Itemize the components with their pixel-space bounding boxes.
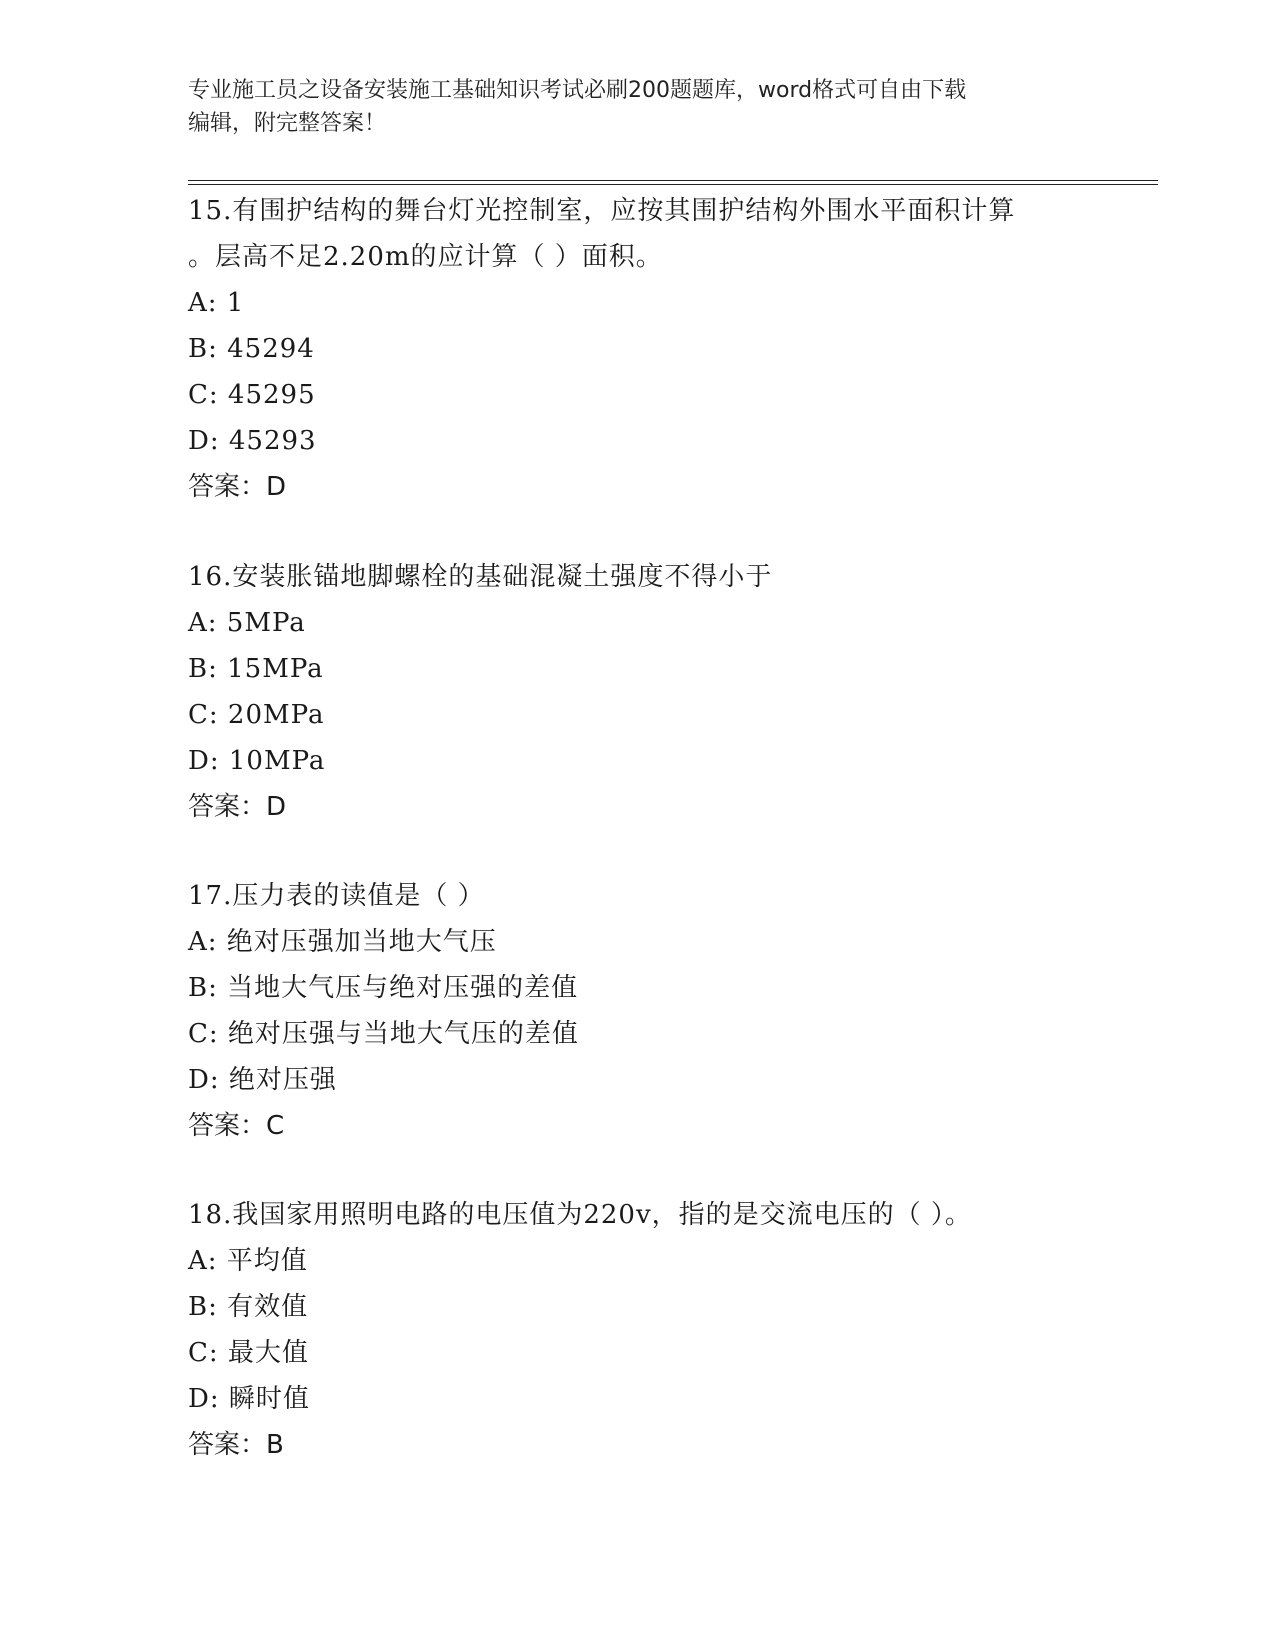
option-d: D: 绝对压强: [188, 1065, 337, 1095]
option-a: A: 1: [188, 288, 245, 318]
question-title: 16.安装胀锚地脚螺栓的基础混凝土强度不得小于: [188, 562, 773, 592]
option-a: A: 5MPa: [188, 608, 306, 638]
answer: 答案：D: [188, 472, 287, 502]
option-b: B: 45294: [188, 334, 315, 364]
header-divider-bottom: [188, 184, 1158, 185]
option-b: B: 15MPa: [188, 654, 324, 684]
question-title: 15.有围护结构的舞台灯光控制室，应按其围护结构外围水平面积计算: [188, 196, 1016, 226]
option-c: C: 最大值: [188, 1338, 309, 1368]
option-b: B: 有效值: [188, 1292, 309, 1322]
answer: 答案：D: [188, 792, 287, 822]
option-c: C: 45295: [188, 380, 316, 410]
header-line-2: 编辑，附完整答案！: [188, 111, 387, 136]
option-a: A: 绝对压强加当地大气压: [188, 927, 497, 957]
document-header: [188, 74, 1088, 140]
question-title-continued: 。层高不足2.20m的应计算（ ）面积。: [188, 242, 663, 272]
option-a: A: 平均值: [188, 1246, 308, 1276]
header-line-1: 专业施工员之设备安装施工基础知识考试必刷200题题库，word格式可自由下载: [188, 78, 967, 103]
question-16: [188, 554, 1088, 830]
option-d: D: 瞬时值: [188, 1384, 310, 1414]
question-18: [188, 1192, 1088, 1468]
question-17: [188, 873, 1088, 1149]
question-title: 17.压力表的读值是（ ）: [188, 881, 485, 911]
question-title: 18.我国家用照明电路的电压值为220v，指的是交流电压的（ ）。: [188, 1200, 972, 1230]
answer: 答案：B: [188, 1430, 284, 1460]
option-d: D: 45293: [188, 426, 317, 456]
header-divider-top: [188, 180, 1158, 181]
option-d: D: 10MPa: [188, 746, 326, 776]
option-c: C: 20MPa: [188, 700, 325, 730]
question-15: [188, 188, 1088, 510]
option-b: B: 当地大气压与绝对压强的差值: [188, 973, 579, 1003]
answer: 答案：C: [188, 1111, 285, 1141]
option-c: C: 绝对压强与当地大气压的差值: [188, 1019, 579, 1049]
